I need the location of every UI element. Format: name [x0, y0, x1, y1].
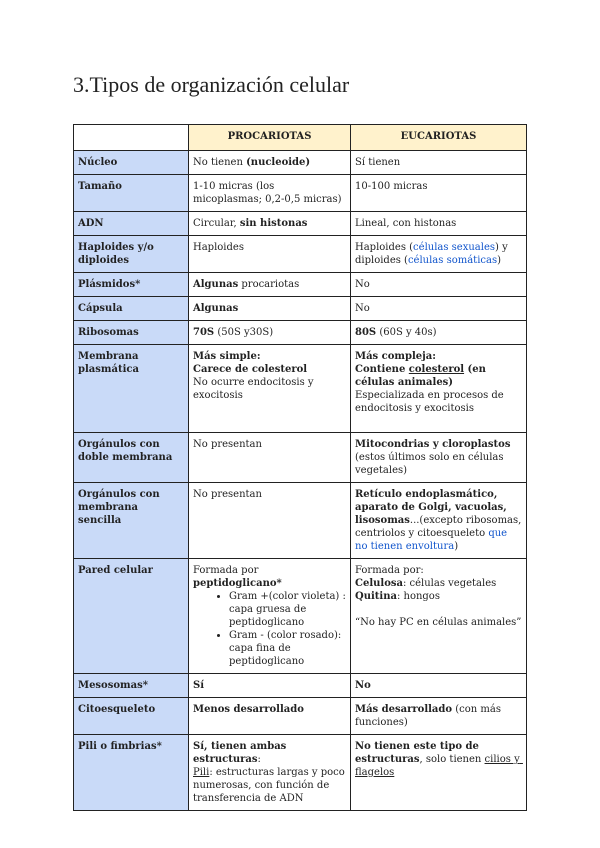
- prokaryotes-segment: Menos desarrollado: [193, 704, 304, 715]
- eukaryotes-cell: [351, 175, 527, 212]
- prokaryotes-segment: peptidoglicano*: [193, 578, 282, 589]
- eukaryotes-segment: Celulosa: [355, 578, 403, 589]
- eukaryotes-cell: [351, 698, 527, 735]
- eukaryotes-segment: cilios y flagelos: [355, 754, 523, 778]
- eukaryotes-segment: Retículo endoplasmático, aparato de Golgi, vacuolas, lisosomas: [355, 489, 511, 526]
- prokaryotes-segment: sin histonas: [239, 218, 308, 229]
- eukaryotes-cell: [351, 236, 527, 273]
- table-row: [74, 735, 527, 811]
- prokaryotes-segment: Sí, tienen ambas estructuras: [193, 741, 290, 765]
- eukaryotes-segment: Mitocondrias y cloroplastos: [355, 439, 511, 450]
- eukaryotes-segment: No tienen este tipo de estructuras: [355, 741, 483, 765]
- eukaryotes-segment: 80S: [355, 327, 377, 338]
- eukaryotes-cell: [351, 321, 527, 345]
- eukaryotes-cell: [351, 212, 527, 236]
- prokaryotes-cell: [189, 483, 351, 559]
- prokaryotes-segment: No tienen: [193, 157, 247, 168]
- row-label: Orgánulos con membrana sencilla: [74, 483, 189, 559]
- eukaryotes-segment: ) y diploides (: [355, 242, 511, 266]
- prokaryotes-cell: [189, 175, 351, 212]
- row-label: Haploides y/o diploides: [74, 236, 189, 273]
- prokaryotes-cell: [189, 674, 351, 698]
- prokaryotes-segment: 70S: [193, 327, 215, 338]
- row-label: Pili o fimbrias*: [74, 735, 189, 811]
- eukaryotes-cell: [351, 674, 527, 698]
- table-row: [74, 273, 527, 297]
- eukaryotes-segment: : hongos “No hay PC en células animales”: [355, 591, 522, 628]
- table-row: [74, 236, 527, 273]
- prokaryotes-segment: No ocurre endocitosis y exocitosis: [193, 377, 314, 401]
- row-label: ADN: [74, 212, 189, 236]
- prokaryotes-cell: [189, 151, 351, 175]
- table-row: [74, 698, 527, 735]
- prokaryotes-segment: No presentan: [193, 489, 262, 500]
- prokaryotes-cell: [189, 698, 351, 735]
- table-row: [74, 433, 527, 483]
- eukaryotes-segment: No: [355, 279, 370, 290]
- page-title: 3.Tipos de organización celular: [73, 72, 350, 97]
- prokaryotes-segment: Sí: [193, 680, 205, 691]
- eukaryotes-segment: (estos últimos solo en células vegetales): [355, 439, 514, 476]
- eukaryotes-segment: Más compleja: Contiene: [355, 351, 436, 375]
- table-row: [74, 674, 527, 698]
- header-corner-cell: [74, 125, 189, 151]
- table-row: [74, 175, 527, 212]
- eukaryotes-segment: que no tienen envoltura: [355, 528, 511, 552]
- table-row: [74, 321, 527, 345]
- prokaryotes-cell: [189, 345, 351, 433]
- prokaryotes-segment: Haploides: [193, 242, 244, 253]
- bullet-list: [193, 590, 346, 668]
- list-item: • Gram +(color violeta) : capa gruesa de peptidoglicano: [229, 590, 346, 629]
- eukaryotes-segment: colesterol: [408, 364, 465, 375]
- eukaryotes-cell: [351, 273, 527, 297]
- eukaryotes-segment: , solo tienen: [419, 754, 485, 765]
- prokaryotes-segment: (50S y30S): [214, 327, 274, 338]
- prokaryotes-segment: No presentan: [193, 439, 262, 450]
- eukaryotes-segment: Lineal, con histonas: [355, 218, 457, 229]
- row-label: Orgánulos con doble membrana: [74, 433, 189, 483]
- prokaryotes-segment: 1-10 micras (los micoplasmas; 0,2-0,5 micras): [193, 181, 342, 205]
- prokaryotes-cell: [189, 212, 351, 236]
- eukaryotes-segment: Especializada en procesos de endocitosis y exocitosis: [355, 390, 504, 414]
- eukaryotes-segment: ): [454, 541, 459, 552]
- row-label: Mesosomas*: [74, 674, 189, 698]
- row-label: Citoesqueleto: [74, 698, 189, 735]
- prokaryotes-cell: [189, 236, 351, 273]
- table-row: [74, 212, 527, 236]
- eukaryotes-segment: Más desarrollado: [355, 704, 453, 715]
- eukaryotes-segment: (60S y 40s): [376, 327, 437, 338]
- prokaryotes-cell: [189, 559, 351, 674]
- prokaryotes-segment: Circular,: [193, 218, 240, 229]
- table-row: [74, 559, 527, 674]
- eukaryotes-segment: células somáticas: [407, 255, 498, 266]
- eukaryotes-segment: (con más funciones): [355, 704, 505, 728]
- row-label: Ribosomas: [74, 321, 189, 345]
- eukaryotes-cell: [351, 345, 527, 433]
- eukaryotes-cell: [351, 735, 527, 811]
- eukaryotes-segment: células sexuales: [413, 242, 496, 253]
- header-eukaryotes: EUCARIOTAS: [351, 125, 527, 151]
- table-row: [74, 345, 527, 433]
- prokaryotes-segment: Algunas: [193, 303, 239, 314]
- eukaryotes-cell: [351, 151, 527, 175]
- prokaryotes-segment: : estructuras largas y poco numerosas, con función de transferencia de ADN: [193, 767, 348, 804]
- eukaryotes-cell: [351, 433, 527, 483]
- prokaryotes-segment: Más simple: Carece de colesterol: [193, 351, 308, 375]
- prokaryotes-cell: [189, 735, 351, 811]
- row-label: Núcleo: [74, 151, 189, 175]
- eukaryotes-segment: Sí tienen: [355, 157, 401, 168]
- eukaryotes-segment: 10-100 micras: [355, 181, 428, 192]
- prokaryotes-segment: (nucleoide): [246, 157, 311, 168]
- eukaryotes-segment: Quitina: [355, 591, 397, 602]
- table-header-row: [74, 125, 527, 151]
- comparison-table: [73, 124, 527, 811]
- eukaryotes-segment: No: [355, 680, 371, 691]
- eukaryotes-segment: ...(excepto ribosomas, centriolos y citoesqueleto: [355, 515, 525, 539]
- row-label: Membrana plasmática: [74, 345, 189, 433]
- prokaryotes-segment: Algunas: [193, 279, 239, 290]
- table-row: [74, 151, 527, 175]
- eukaryotes-segment: ): [497, 255, 501, 266]
- prokaryotes-cell: [189, 273, 351, 297]
- eukaryotes-cell: [351, 483, 527, 559]
- table-row: [74, 483, 527, 559]
- eukaryotes-segment: Haploides (: [355, 242, 414, 253]
- prokaryotes-segment: Pili: [193, 767, 210, 778]
- eukaryotes-segment: : células vegetales: [402, 578, 497, 589]
- eukaryotes-segment: Formada por:: [355, 565, 424, 576]
- prokaryotes-cell: [189, 297, 351, 321]
- prokaryotes-cell: [189, 321, 351, 345]
- row-label: Pared celular: [74, 559, 189, 674]
- table-row: [74, 297, 527, 321]
- row-label: Cápsula: [74, 297, 189, 321]
- prokaryotes-segment: :: [257, 754, 261, 765]
- header-prokaryotes: PROCARIOTAS: [189, 125, 351, 151]
- prokaryotes-segment: Formada por: [193, 565, 262, 576]
- eukaryotes-cell: [351, 297, 527, 321]
- prokaryotes-cell: [189, 433, 351, 483]
- eukaryotes-cell: [351, 559, 527, 674]
- list-item: • Gram - (color rosado): capa fina de peptidoglicano: [229, 629, 346, 668]
- eukaryotes-segment: No: [355, 303, 370, 314]
- eukaryotes-segment: (en células animales): [355, 364, 490, 388]
- row-label: Tamaño: [74, 175, 189, 212]
- row-label: Plásmidos*: [74, 273, 189, 297]
- prokaryotes-segment: procariotas: [238, 279, 300, 290]
